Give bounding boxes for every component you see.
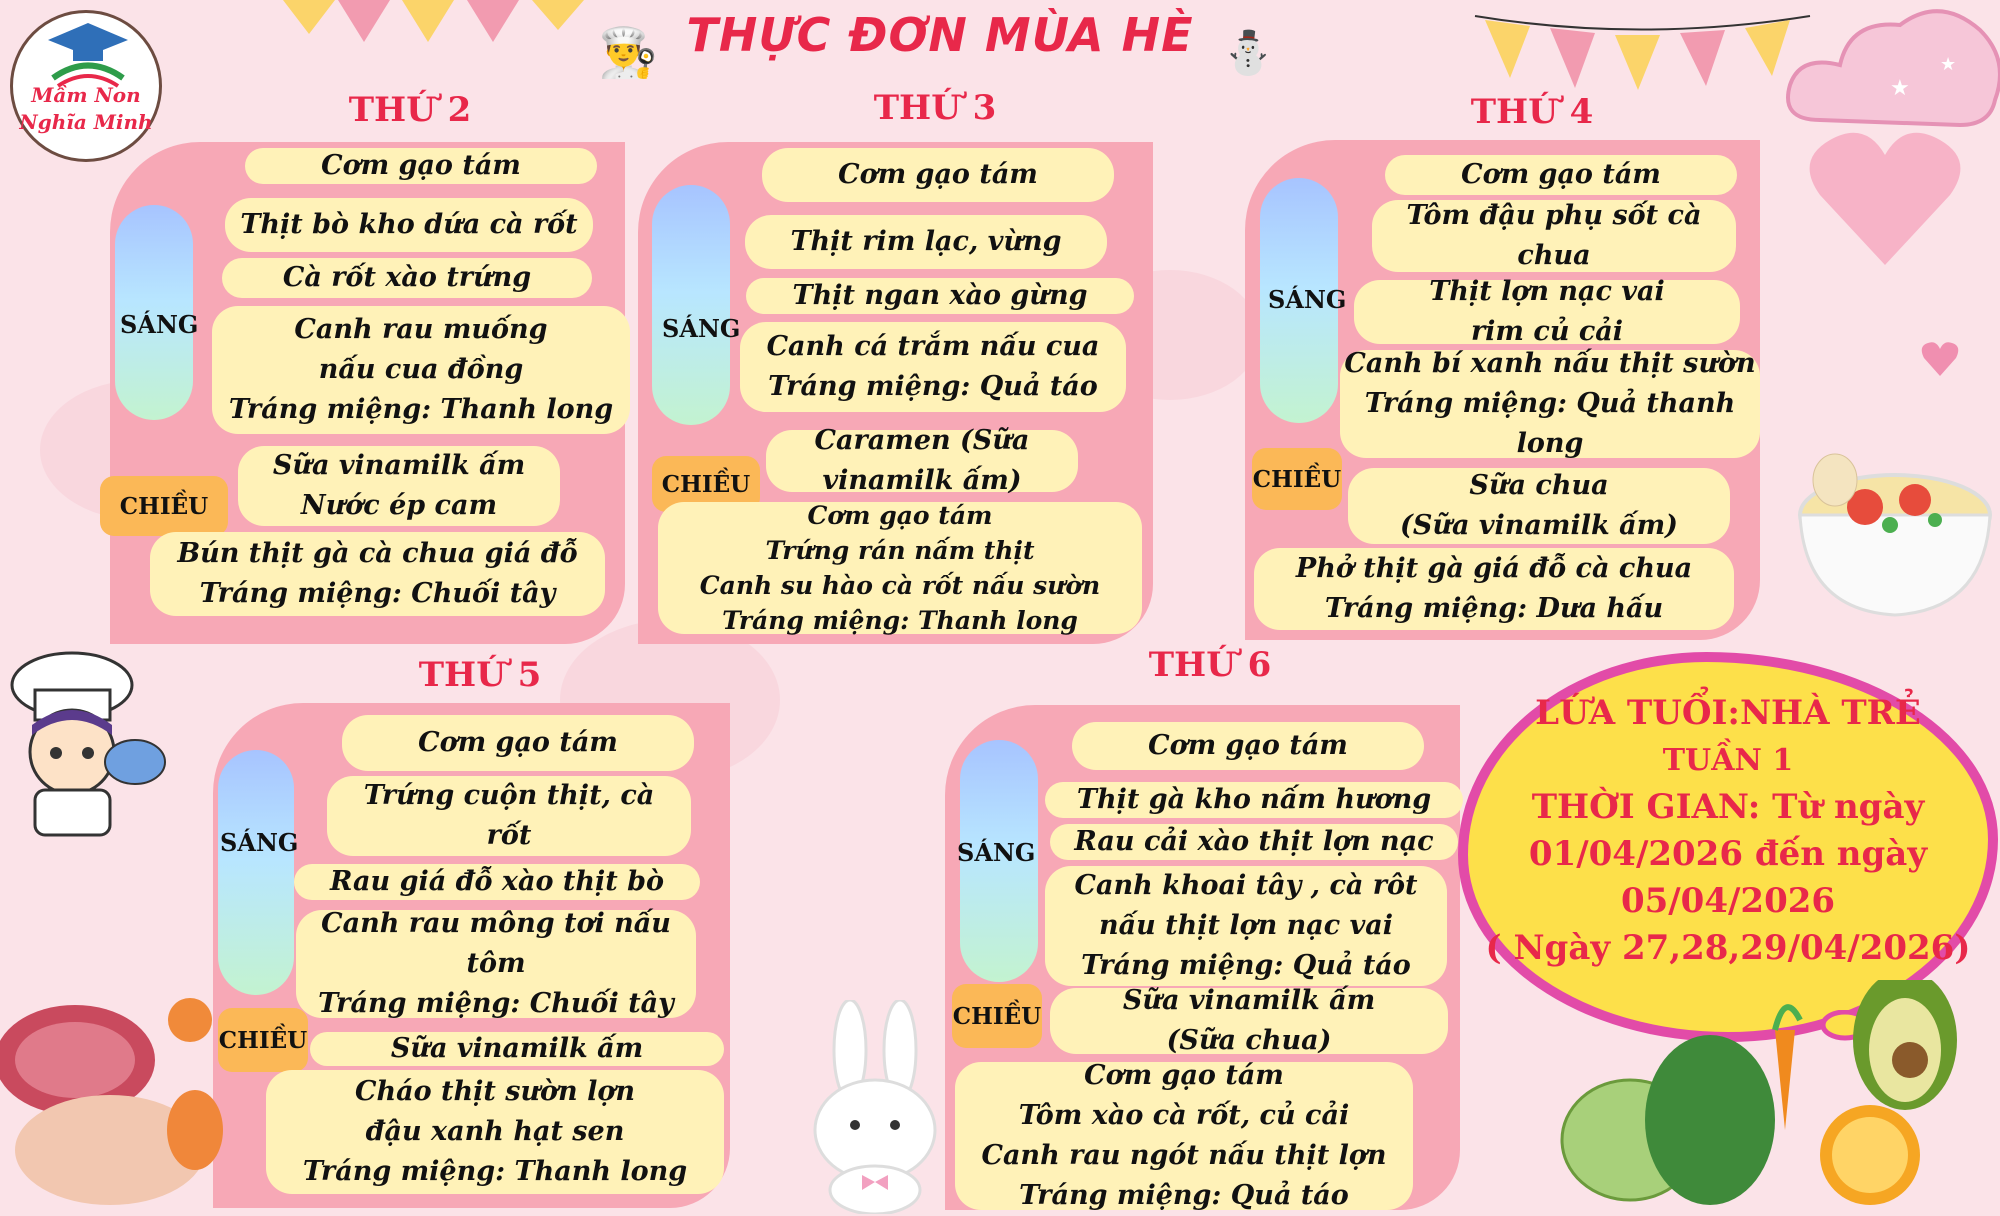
soup-bowl-icon: [1795, 445, 1995, 620]
afternoon-label: CHIỀU: [218, 1008, 308, 1072]
time-label: THỜI GIAN: Từ ngày: [1531, 787, 1925, 827]
morning-label: SÁNG: [1268, 285, 1347, 314]
school-logo-text: Mầm Non Nghĩa Minh: [19, 83, 153, 134]
menu-item: Cơm gạo tám: [245, 148, 597, 184]
menu-item: Cơm gạo tám: [342, 715, 694, 771]
afternoon-label: CHIỀU: [952, 984, 1042, 1048]
menu-item: Phở thịt gà giá đỗ cà chua Tráng miệng: Dưa hấu: [1254, 548, 1734, 630]
morning-label: SÁNG: [662, 314, 741, 343]
day-title-wed: THỨ 4: [1470, 92, 1594, 132]
menu-item: Thịt gà kho nấm hương: [1045, 782, 1463, 818]
morning-capsule: [652, 185, 730, 425]
menu-item: Rau cải xào thịt lợn nạc: [1050, 824, 1458, 860]
menu-item: Cà rốt xào trứng: [222, 258, 592, 298]
menu-item: Canh bí xanh nấu thịt sườn Tráng miệng: Quả thanh long: [1340, 350, 1760, 458]
morning-label: SÁNG: [220, 828, 299, 857]
menu-item: Tôm đậu phụ sốt cà chua: [1372, 200, 1736, 272]
afternoon-label: CHIỀU: [1252, 448, 1342, 510]
info-text: [1458, 690, 1998, 972]
morning-capsule: [218, 750, 294, 995]
menu-item: Caramen (Sữa vinamilk ấm): [766, 430, 1078, 492]
chef-kid-icon: [0, 650, 170, 840]
menu-item: Canh rau muống nấu cua đồng Tráng miệng: Thanh long: [212, 306, 630, 434]
afternoon-label: CHIỀU: [652, 456, 760, 512]
date-range-1: 01/04/2026 đến ngày: [1528, 834, 1928, 874]
cloud-icon: [1780, 0, 2000, 140]
heart-icon: [1805, 125, 1965, 275]
menu-item: Cơm gạo tám: [762, 148, 1114, 202]
menu-item: Rau giá đỗ xào thịt bò: [294, 864, 700, 900]
menu-item: Sữa chua (Sữa vinamilk ấm): [1348, 468, 1730, 544]
morning-label: SÁNG: [957, 838, 1036, 867]
menu-item: Thịt rim lạc, vừng: [745, 215, 1107, 269]
date-note: ( Ngày 27,28,29/04/2026): [1485, 928, 1971, 968]
menu-item: Canh cá trắm nấu cua Tráng miệng: Quả táo: [740, 322, 1126, 412]
menu-item: Cơm gạo tám Tôm xào cà rốt, củ cải Canh rau ngót nấu thịt lợn Tráng miệng: Quả táo: [955, 1062, 1413, 1210]
heart-icon: [1920, 340, 1960, 380]
menu-item: Thịt lợn nạc vai rim củ cải: [1354, 280, 1740, 344]
menu-item: Bún thịt gà cà chua giá đỗ Tráng miệng: Chuối tây: [150, 532, 605, 616]
menu-item: Sữa vinamilk ấm: [310, 1032, 724, 1066]
menu-item: Canh rau mông tơi nấu tôm Tráng miệng: Chuối tây: [296, 910, 696, 1018]
chef-icon: 👨‍🍳: [598, 25, 658, 81]
graduation-cap-icon: [43, 18, 133, 88]
snowman-icon: ⛄: [1222, 28, 1275, 77]
menu-item: Cơm gạo tám Trứng rán nấm thịt Canh su hào cà rốt nấu sườn Tráng miệng: Thanh long: [658, 502, 1142, 634]
menu-item: Sữa vinamilk ấm (Sữa chua): [1050, 988, 1448, 1054]
menu-item: Cơm gạo tám: [1072, 722, 1424, 770]
bunny-icon: [800, 1000, 950, 1214]
menu-item: Trứng cuộn thịt, cà rốt: [327, 776, 691, 856]
menu-item: Cháo thịt sườn lợn đậu xanh hạt sen Tráng miệng: Thanh long: [266, 1070, 724, 1194]
vegetables-icon: [1560, 980, 2000, 1214]
menu-item: Canh khoai tây , cà rôt nấu thịt lợn nạc vai Tráng miệng: Quả táo: [1045, 866, 1447, 986]
meat-icon: [0, 980, 225, 1214]
day-title-tue: THỨ 3: [873, 88, 997, 128]
age-group: LỨA TUỔI:NHÀ TRẺ: [1535, 693, 1921, 733]
menu-item: Sữa vinamilk ấm Nước ép cam: [238, 446, 560, 526]
morning-label: SÁNG: [120, 310, 199, 339]
day-title-fri: THỨ 6: [1148, 645, 1272, 685]
menu-item: Thịt bò kho dứa cà rốt: [225, 198, 593, 252]
day-title-thu: THỨ 5: [418, 655, 542, 695]
menu-item: Thịt ngan xào gừng: [746, 278, 1134, 314]
svg-text:★: ★: [1940, 54, 1957, 75]
date-range-2: 05/04/2026: [1620, 881, 1836, 921]
week-label: TUẦN 1: [1662, 743, 1794, 778]
page-title: THỰC ĐƠN MÙA HÈ: [686, 8, 1194, 62]
afternoon-label: CHIỀU: [100, 476, 228, 536]
svg-text:★: ★: [1890, 76, 1910, 101]
day-title-mon: THỨ 2: [348, 90, 472, 130]
menu-item: Cơm gạo tám: [1385, 155, 1737, 195]
